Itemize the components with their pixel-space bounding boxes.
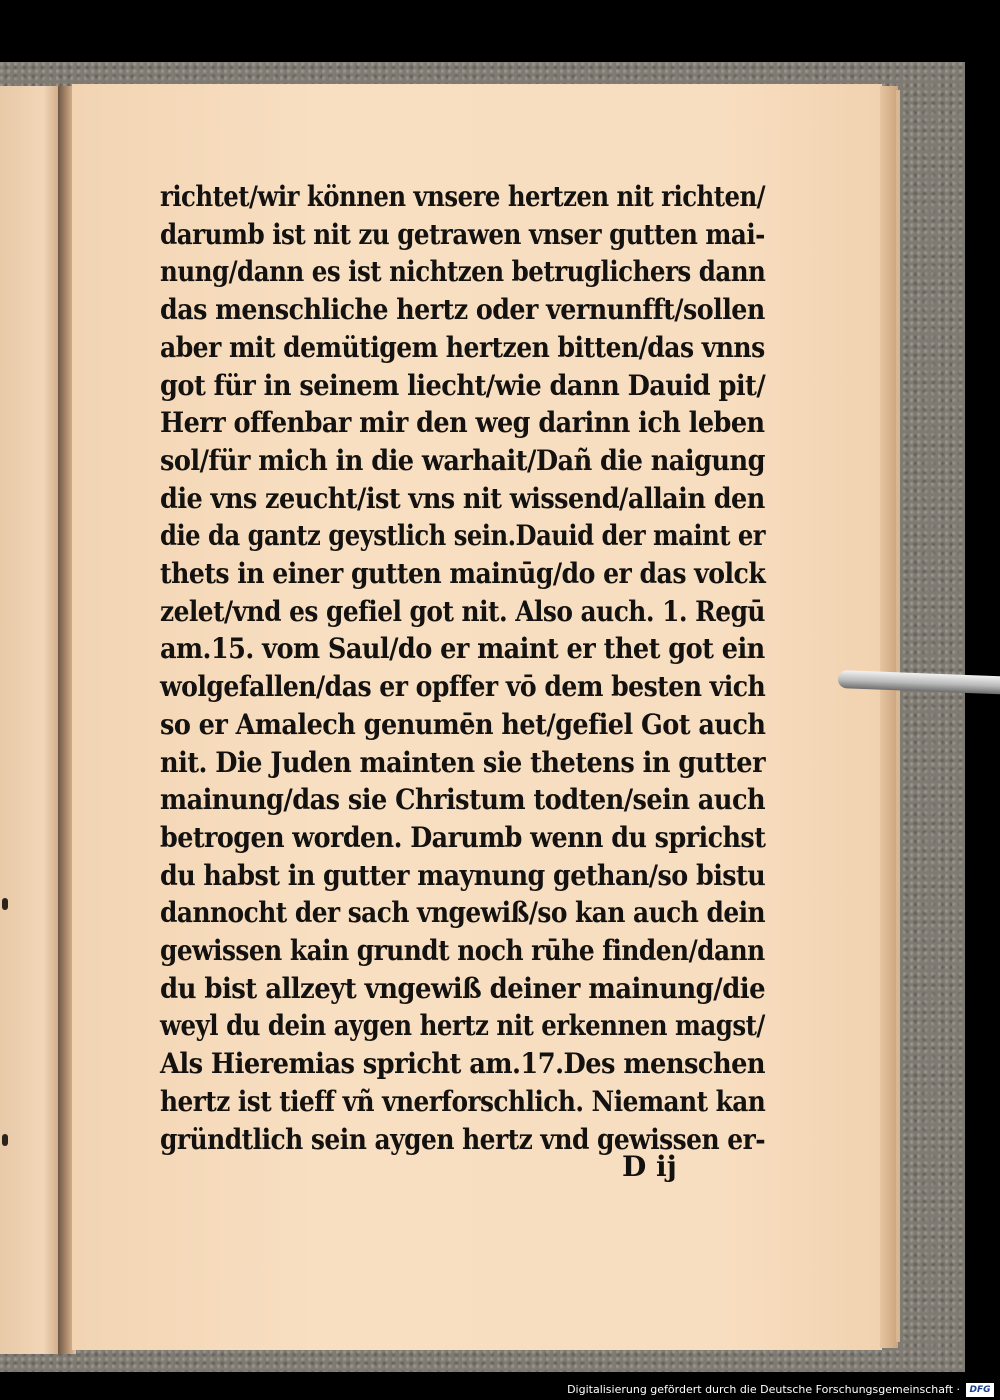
dfg-logo: DFG: [966, 1383, 994, 1397]
text-line: zelet/vnd es gefiel got nit. Also auch. 1. Regū: [160, 594, 765, 628]
text-line: got für in seinem liecht/wie dann Dauid pit/: [160, 368, 766, 402]
ink-mark: [2, 898, 8, 910]
text-line: darumb ist nit zu getrawen vnser gutten mai-: [160, 217, 765, 251]
page-edge-line: [896, 90, 900, 1342]
text-line: betrogen worden. Darumb wenn du sprichst: [160, 820, 766, 854]
signature-mark: D ij: [622, 1150, 677, 1183]
text-line: so er Amalech genumēn het/gefiel Got auch: [160, 707, 766, 741]
text-line: du bist allzeyt vngewiß deiner mainung/die: [160, 971, 766, 1005]
text-line: Herr offenbar mir den weg darinn ich leben: [160, 406, 765, 440]
text-line: mainung/das sie Christum todten/sein auch: [160, 783, 766, 817]
text-line: gewissen kain grundt noch rūhe finden/dann: [160, 934, 765, 967]
ink-mark: [2, 1134, 8, 1146]
text-line: aber mit demütigem hertzen bitten/das vnns: [160, 330, 765, 364]
text-line: du habst in gutter maynung gethan/so bistu: [160, 858, 766, 892]
text-line: am.15. vom Saul/do er maint er thet got ein: [160, 632, 765, 666]
text-line: richtet/wir können vnsere hertzen nit richten/: [160, 180, 766, 213]
text-line: gründtlich sein aygen hertz vnd gewissen er-: [160, 1122, 766, 1156]
footer-bar: [0, 1380, 1000, 1400]
facing-page-edge: [0, 86, 62, 1354]
text-line: Als Hieremias spricht am.17.Des menschen: [160, 1047, 766, 1081]
text-line: dannocht der sach vngewiß/so kan auch dein: [160, 896, 766, 930]
text-line: die vns zeucht/ist vns nit wissend/allain den: [160, 481, 765, 515]
text-line: das menschliche hertz oder vernunfft/sollen: [160, 293, 765, 327]
text-line: sol/für mich in die warhait/Dañ die naigung: [160, 443, 765, 477]
text-line: thets in einer gutten mainūg/do er das volck: [160, 557, 766, 590]
funding-credit: Digitalisierung gefördert durch die Deutsche Forschungsgemeinschaft ·: [567, 1383, 960, 1396]
text-line: nung/dann es ist nichtzen betruglichers dann: [160, 255, 766, 289]
text-line: hertz ist tieff vñ vnerforschlich. Niemant kan: [160, 1084, 766, 1118]
text-line: die da gantz geystlich sein.Dauid der maint er: [160, 519, 766, 553]
text-line: wolgefallen/das er opffer vō dem besten vich: [160, 670, 766, 704]
text-line: nit. Die Juden mainten sie thetens in gutter: [160, 745, 766, 779]
text-line: weyl du dein aygen hertz nit erkennen magst/: [160, 1009, 765, 1043]
